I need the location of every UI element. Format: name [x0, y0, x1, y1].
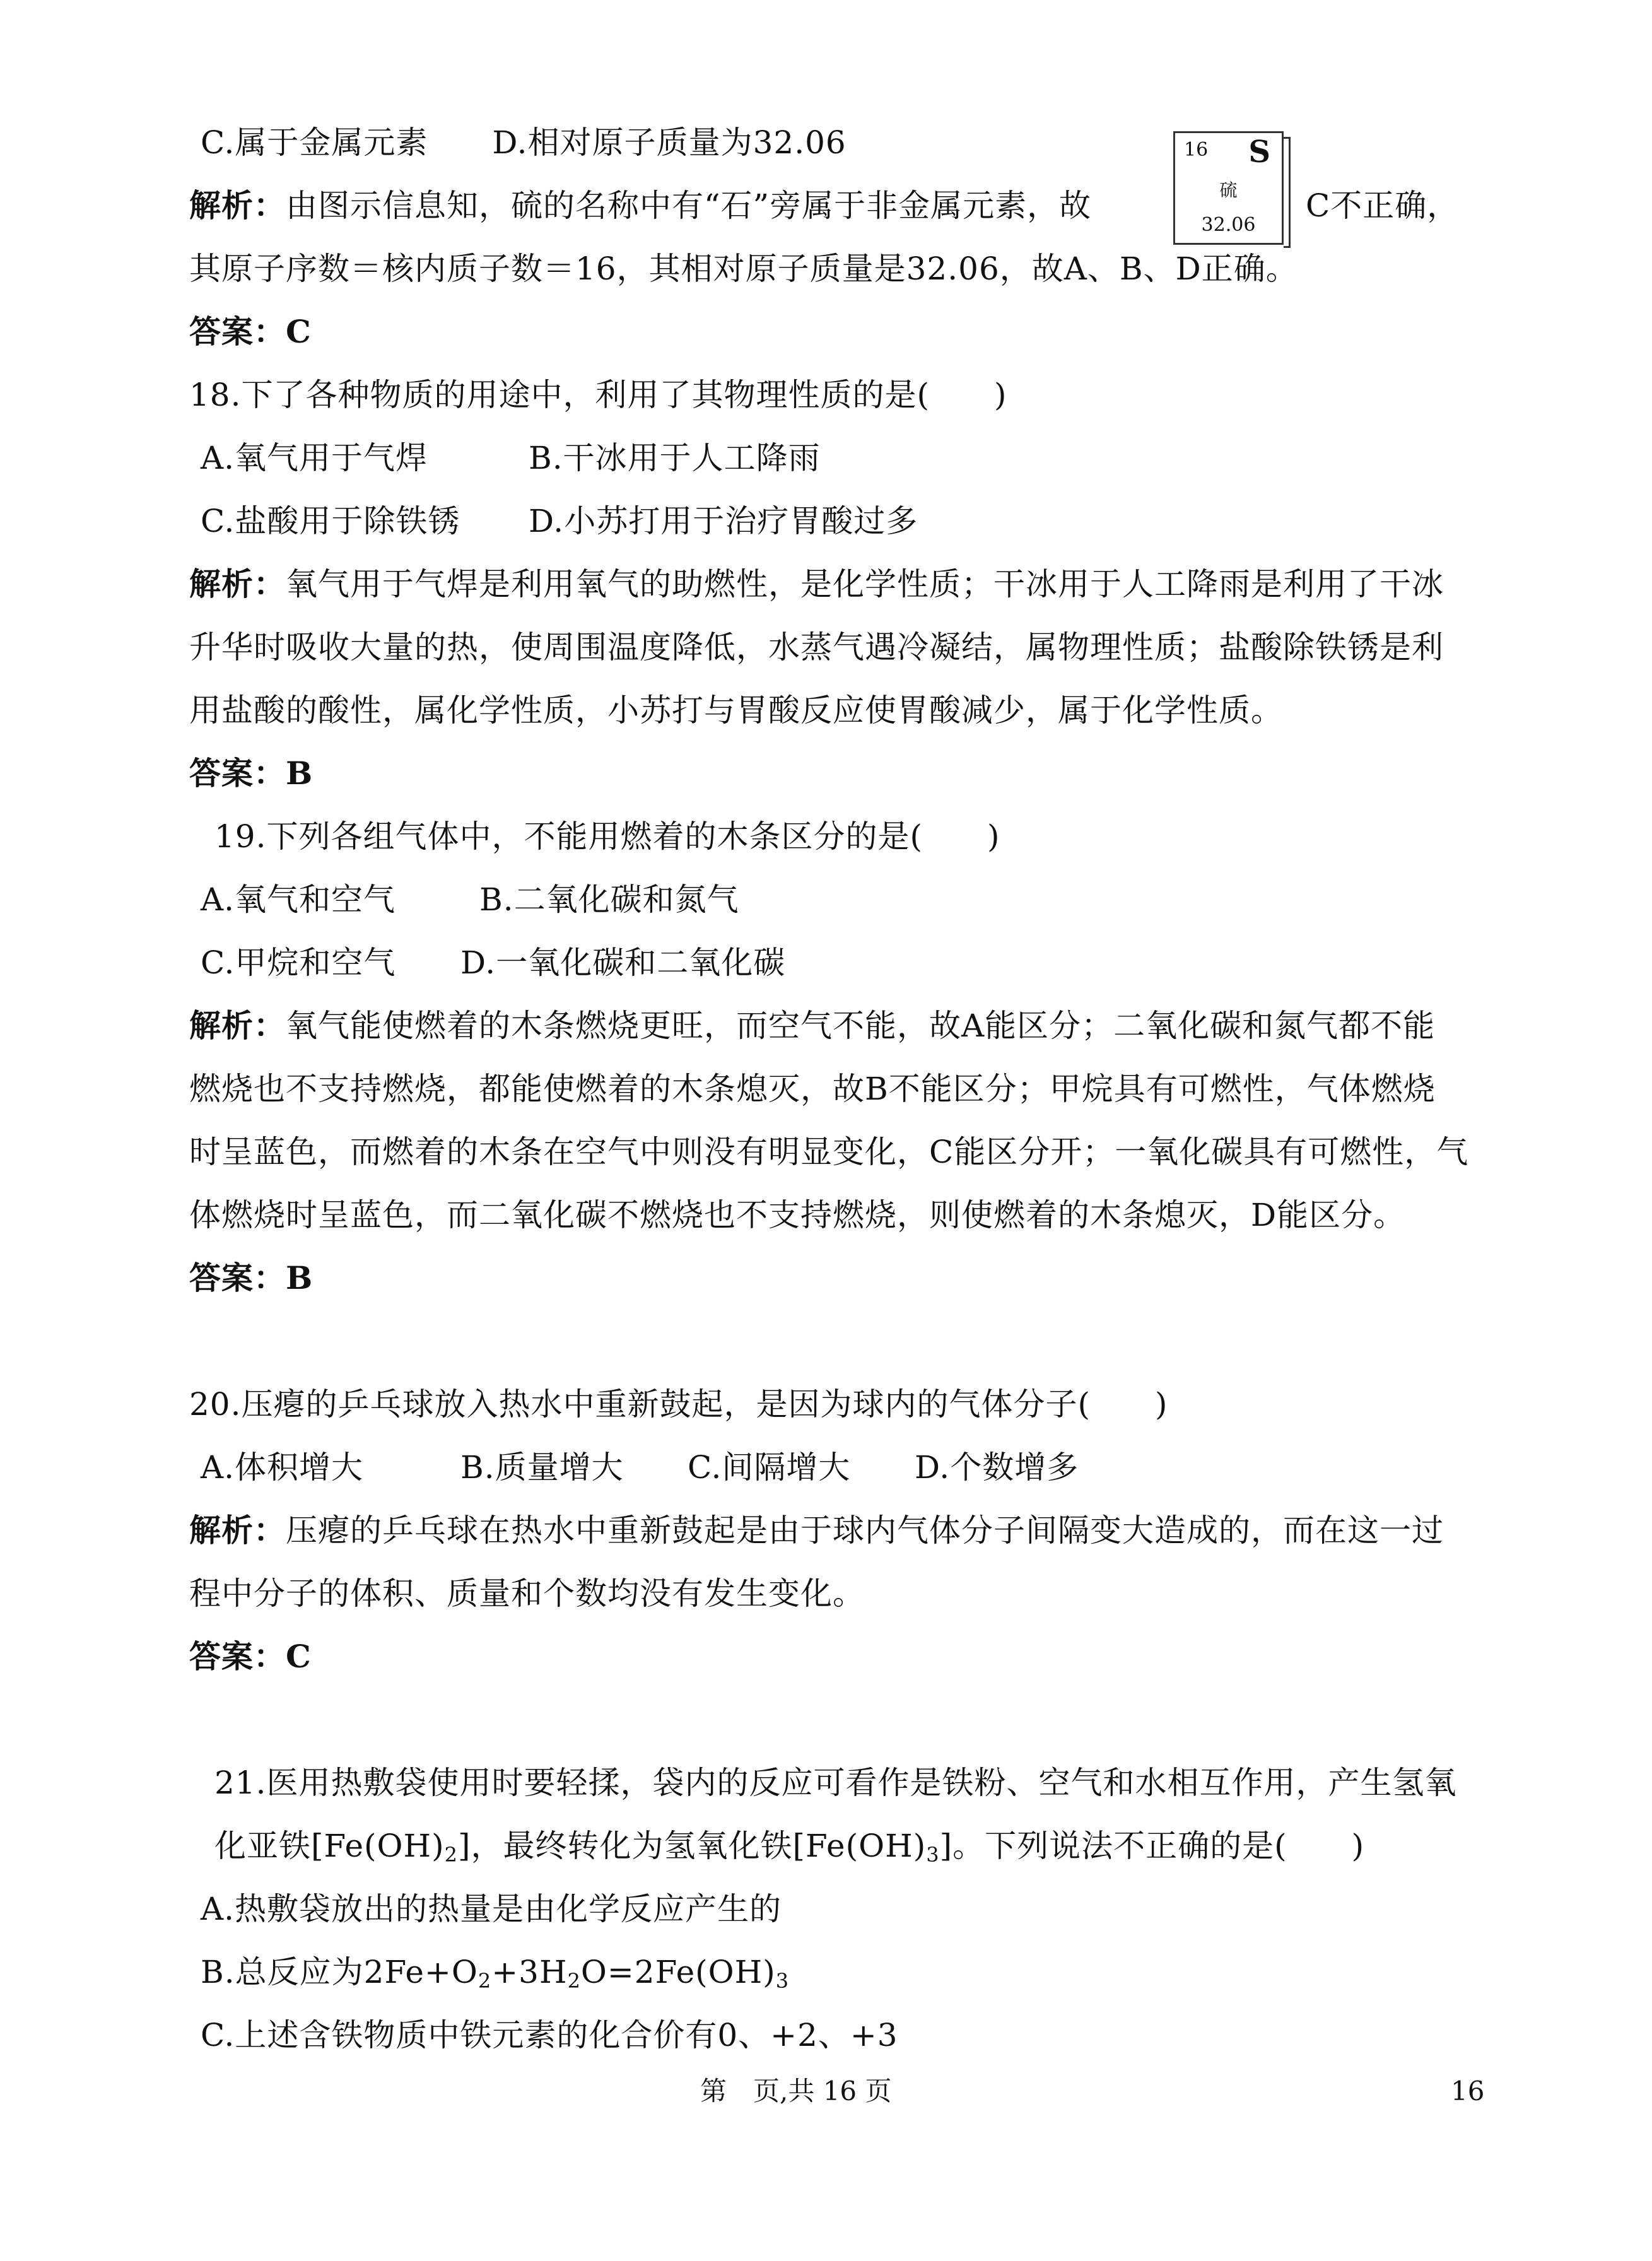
q20-stem: 20.压瘪的乒乓球放入热水中重新鼓起，是因为球内的气体分子( ) — [189, 1386, 1168, 1423]
q18-option-c: C.盐酸用于除铁锈 — [201, 503, 460, 539]
explanation-label: 解析： — [189, 565, 286, 602]
explanation-label: 解析： — [189, 187, 286, 224]
q20-option-c: C.间隔增大 — [688, 1449, 851, 1486]
q21-stem-line2: 化亚铁$[Fe(OH)_2]$，最终转化为氢氧化铁$[Fe(OH)_3]$。下列说法不正确的是( ) — [214, 1828, 1365, 1867]
q18-option-d: D.小苏打用于治疗胃酸过多 — [529, 503, 918, 539]
q18-answer: 答案：B — [189, 755, 313, 792]
q17-answer: 答案：C — [189, 313, 312, 350]
q18-explanation-line1: 解析：氧气用于气焊是利用氧气的助燃性，是化学性质；干冰用于人工降雨是利用了干冰 — [189, 565, 1444, 602]
q18-option-b: B.干冰用于人工降雨 — [529, 440, 821, 476]
q18-option-a: A.氧气用于气焊 — [201, 440, 428, 476]
q19-stem: 19.下列各组气体中，不能用燃着的木条区分的是( ) — [214, 818, 1000, 855]
q21-option-b: B.总反应为$2Fe+O_2+3H_2O=2Fe(OH)_3$ — [201, 1954, 790, 1993]
q20-explanation-line1: 解析：压瘪的乒乓球在热水中重新鼓起是由于球内气体分子间隔变大造成的，而在这一过 — [189, 1512, 1444, 1549]
q21-option-c: C.上述含铁物质中铁元素的化合价有0、+2、+3 — [201, 2017, 898, 2053]
atomic-mass: 32.06 — [1201, 214, 1256, 236]
element-name: 硫 — [1219, 180, 1238, 201]
explanation-label: 解析： — [189, 1007, 286, 1044]
q19-explanation-line2: 燃烧也不支持燃烧，都能使燃着的木条熄灭，故B不能区分；甲烷具有可燃性，气体燃烧 — [189, 1071, 1436, 1107]
q18-explanation-line2: 升华时吸收大量的热，使周围温度降低，水蒸气遇冷凝结，属物理性质；盐酸除铁锈是利 — [189, 629, 1444, 666]
q21-stem-line1: 21.医用热敷袋使用时要轻揉，袋内的反应可看作是铁粉、空气和水相互作用，产生氢氧 — [214, 1765, 1457, 1801]
q17-explanation-line2: 其原子序数＝核内质子数＝16，其相对原子质量是32.06，故A、B、D正确。 — [189, 250, 1298, 287]
atomic-number: 16 — [1184, 139, 1209, 161]
q19-explanation-line3: 时呈蓝色，而燃着的木条在空气中则没有明显变化，C能区分开；一氧化碳具有可燃性，气 — [189, 1134, 1469, 1170]
page-number: 16 — [1451, 2076, 1485, 2106]
explanation-label: 解析： — [189, 1512, 286, 1549]
q19-option-c: C.甲烷和空气 — [201, 944, 396, 981]
q19-explanation-line4: 体燃烧时呈蓝色，而二氧化碳不燃烧也不支持燃烧，则使燃着的木条熄灭，D能区分。 — [189, 1197, 1406, 1233]
q17-explanation-line1: 解析：由图示信息知，硫的名称中有“石”旁属于非金属元素，故 — [189, 187, 1092, 224]
q18-explanation-line3: 用盐酸的酸性，属化学性质，小苏打与胃酸反应使胃酸减少，属于化学性质。 — [189, 692, 1283, 729]
q21-option-a: A.热敷袋放出的热量是由化学反应产生的 — [201, 1891, 782, 1927]
q17-explanation-tail: C不正确， — [1306, 187, 1460, 224]
q20-answer: 答案：C — [189, 1638, 312, 1675]
q18-stem: 18.下了各种物质的用途中，利用了其物理性质的是( ) — [189, 377, 1007, 413]
q19-answer: 答案：B — [189, 1259, 313, 1296]
sulfur-element-card — [1173, 131, 1284, 245]
q20-option-d: D.个数增多 — [915, 1449, 1079, 1486]
page-footer-center: 第 页,共 16 页 — [700, 2076, 892, 2106]
q19-explanation-line1: 解析：氧气能使燃着的木条燃烧更旺，而空气不能，故A能区分；二氧化碳和氮气都不能 — [189, 1007, 1436, 1044]
q19-option-d: D.一氧化碳和二氧化碳 — [460, 944, 786, 981]
q20-option-a: A.体积增大 — [201, 1449, 364, 1486]
element-symbol: S — [1248, 134, 1270, 170]
q20-option-b: B.质量增大 — [460, 1449, 624, 1486]
q19-option-a: A.氧气和空气 — [201, 881, 396, 918]
q20-explanation-line2: 程中分子的体积、质量和个数均没有发生变化。 — [189, 1575, 865, 1612]
q17-options-cd: C.属于金属元素 D.相对原子质量为32.06 — [201, 124, 847, 161]
q19-option-b: B.二氧化碳和氮气 — [479, 881, 739, 918]
